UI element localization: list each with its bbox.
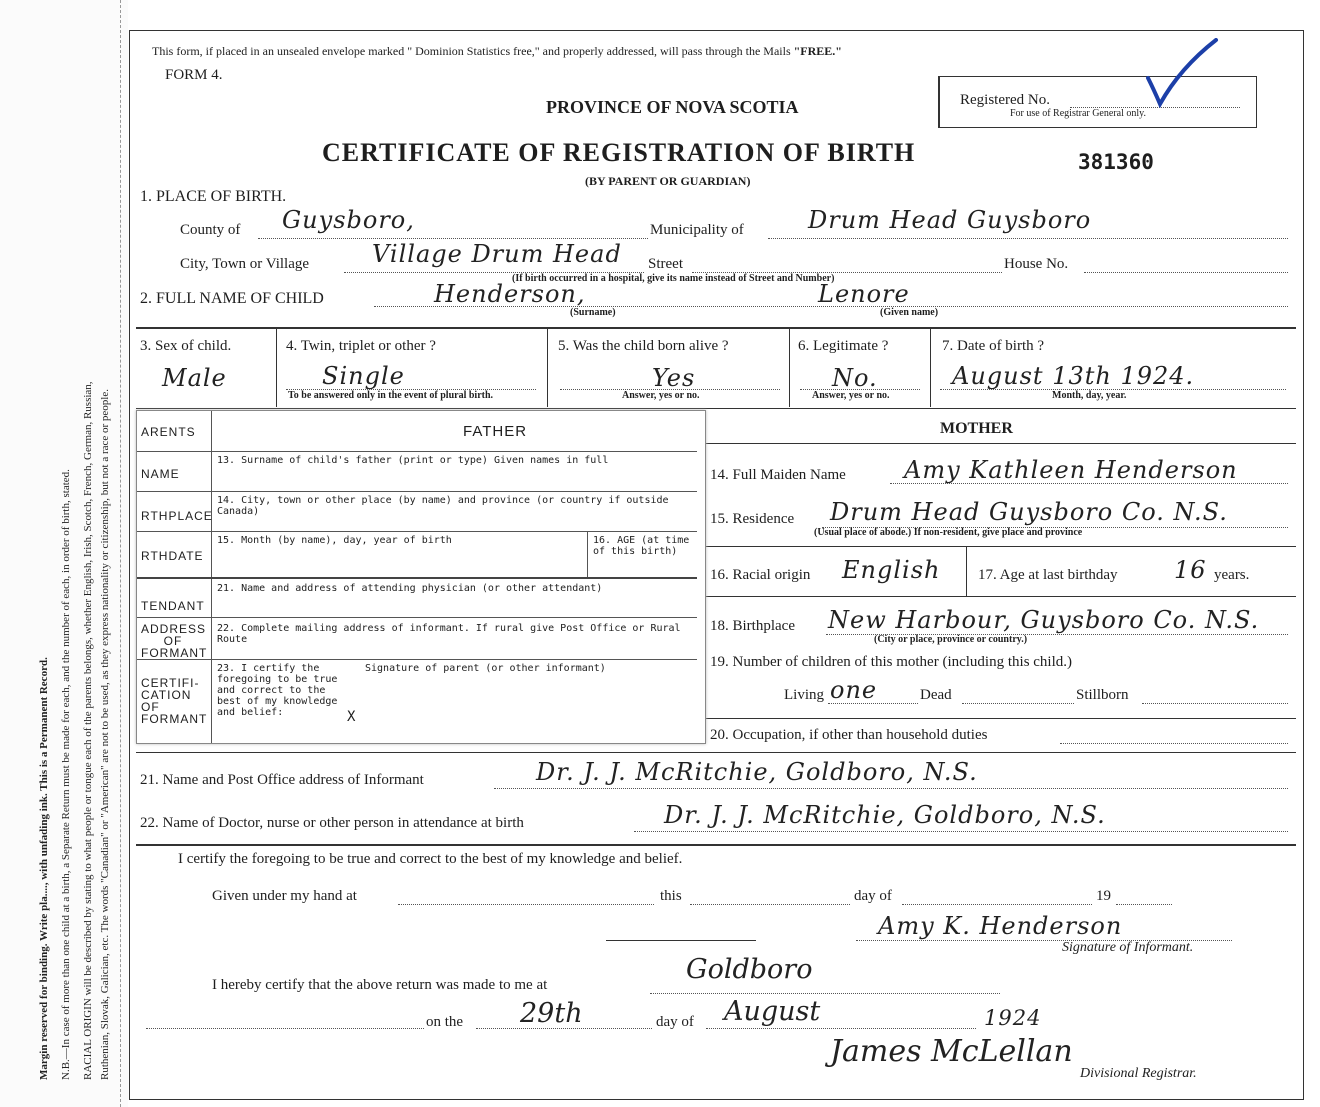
twin-label: 4. Twin, triplet or other ? xyxy=(286,338,436,354)
margin-note-3: RACIAL ORIGIN will be described by stating to what people or tongue each of the parents belongs, whether English, Irish, Scotch, French, German, Russian, xyxy=(82,381,94,1080)
given-under-label: Given under my hand at xyxy=(212,888,357,904)
informant-signature: Amy K. Henderson xyxy=(878,912,1123,940)
informant-label: 21. Name and Post Office address of Informant xyxy=(140,772,424,788)
date-of-birth-note: Month, day, year. xyxy=(1052,390,1127,401)
this-label: this xyxy=(660,888,682,904)
binding-margin xyxy=(0,0,128,1107)
street-label: Street xyxy=(648,256,683,272)
margin-note-2: N.B.—In case of more than one child at a birth, a Separate Return must be made for each, and the number of each, in order of birth, stated. xyxy=(60,469,72,1080)
binding-line xyxy=(120,0,121,1107)
informant-signature-caption: Signature of Informant. xyxy=(1062,940,1194,955)
maiden-name-value: Amy Kathleen Henderson xyxy=(904,456,1238,484)
living-value: one xyxy=(830,676,878,704)
city-value: Village Drum Head xyxy=(372,240,622,268)
children-count-label: 19. Number of children of this mother (including this child.) xyxy=(710,654,1073,670)
mother-birthplace-label: 18. Birthplace xyxy=(710,618,795,634)
father-birthplace-field: 14. City, town or other place (by name) and province (or country if outside Canada) xyxy=(217,495,669,517)
dead-label: Dead xyxy=(920,687,952,703)
residence-note: (Usual place of abode.) If non-resident, give place and province xyxy=(814,527,1083,538)
certification-label: CERTIFI- CATION OF FORMANT xyxy=(141,676,208,726)
age-unit: years. xyxy=(1214,567,1250,583)
occupation-label: 20. Occupation, if other than household duties xyxy=(710,727,988,743)
municipality-value: Drum Head Guysboro xyxy=(808,206,1092,234)
day-of-registration-label: day of xyxy=(656,1014,694,1030)
father-birthdate-label: RTHDATE xyxy=(141,549,204,563)
legitimate-value: No. xyxy=(832,364,878,392)
sex-value: Male xyxy=(162,364,227,392)
place-of-birth-heading: 1. PLACE OF BIRTH. xyxy=(140,188,287,205)
residence-value: Drum Head Guysboro Co. N.S. xyxy=(830,498,1228,526)
date-of-birth-value: August 13th 1924. xyxy=(952,362,1195,390)
day-of-label: day of xyxy=(854,888,892,904)
informant-address-field: 22. Complete mailing address of informant. If rural give Post Office or Rural Route xyxy=(217,623,681,645)
maiden-name-label: 14. Full Maiden Name xyxy=(710,467,846,483)
twin-value: Single xyxy=(322,362,405,390)
house-number-label: House No. xyxy=(1004,256,1069,272)
attendant-field: 21. Name and address of attending physician (or other attendant) xyxy=(217,583,603,594)
informant-value: Dr. J. J. McRitchie, Goldboro, N.S. xyxy=(536,758,978,786)
certificate-number: 381360 xyxy=(1078,150,1154,174)
racial-origin-label: 16. Racial origin xyxy=(710,567,811,583)
doctor-label: 22. Name of Doctor, nurse or other person in attendance at birth xyxy=(140,815,524,831)
parents-column-label: ARENTS xyxy=(141,425,196,439)
registrar-statement: I hereby certify that the above return was made to me at xyxy=(212,977,548,993)
certify-statement: I certify the foregoing to be true and correct to the best of my knowledge and belief. xyxy=(178,851,683,867)
child-surname: Henderson, xyxy=(434,280,586,308)
doctor-value: Dr. J. J. McRitchie, Goldboro, N.S. xyxy=(664,801,1106,829)
surname-caption: (Surname) xyxy=(570,307,616,318)
mail-notice: This form, if placed in an unsealed envelope marked " Dominion Statistics free," and properly addressed, will pass through the Mails "FREE." xyxy=(152,44,842,58)
legitimate-note: Answer, yes or no. xyxy=(812,390,890,401)
father-birthplace-label: RTHPLACE xyxy=(141,509,213,523)
hospital-note: (If birth occurred in a hospital, give its name instead of Street and Number) xyxy=(512,273,835,284)
registrar-signature: James McLellan xyxy=(830,1034,1073,1069)
racial-origin-value: English xyxy=(842,556,941,584)
registration-year: 1924 xyxy=(984,1006,1042,1030)
municipality-label: Municipality of xyxy=(650,222,744,238)
signature-x-mark: X xyxy=(347,709,356,725)
informant-address-label: ADDRESS OF FORMANT xyxy=(141,622,208,660)
born-alive-note: Answer, yes or no. xyxy=(622,390,700,401)
mother-heading: MOTHER xyxy=(940,420,1013,437)
registration-day: 29th xyxy=(520,998,583,1029)
parent-signature-label: Signature of parent (or other informant) xyxy=(365,663,606,674)
born-alive-value: Yes xyxy=(652,364,696,392)
father-heading: FATHER xyxy=(463,423,528,440)
registrar-place: Goldboro xyxy=(686,954,813,985)
age-label: 17. Age at last birthday xyxy=(978,567,1118,583)
page-title: CERTIFICATE OF REGISTRATION OF BIRTH xyxy=(322,138,916,167)
given-name-caption: (Given name) xyxy=(880,307,939,318)
father-name-field: 13. Surname of child's father (print or type) Given names in full xyxy=(217,455,609,466)
registrar-use-note: For use of Registrar General only. xyxy=(1010,108,1146,119)
county-value: Guysboro, xyxy=(282,206,415,234)
legitimate-label: 6. Legitimate ? xyxy=(798,338,889,354)
attendant-label: TENDANT xyxy=(141,599,205,613)
sex-label: 3. Sex of child. xyxy=(140,338,232,354)
registered-label: Registered No. xyxy=(960,92,1050,108)
form-number: FORM 4. xyxy=(165,67,223,83)
registrar-caption: Divisional Registrar. xyxy=(1080,1066,1197,1081)
born-alive-label: 5. Was the child born alive ? xyxy=(558,338,729,354)
father-card xyxy=(136,410,706,744)
father-age-field: 16. AGE (at time of this birth) xyxy=(593,535,690,557)
margin-note-4: Ruthenian, Slovak, Galician, etc. The words "Canadian" or "American" are not to be used, as they express nationality or citizenship, but not a race or people. xyxy=(99,389,111,1080)
living-label: Living xyxy=(784,687,824,703)
child-name-label: 2. FULL NAME OF CHILD xyxy=(140,290,324,307)
date-of-birth-label: 7. Date of birth ? xyxy=(942,338,1045,354)
mother-birthplace-note: (City or place, province or country.) xyxy=(874,634,1028,645)
on-the-label: on the xyxy=(426,1014,464,1030)
check-mark-icon xyxy=(1140,38,1220,108)
margin-note-1: Margin reserved for binding. Write pla...., with unfading ink. This is a Permanent Record. xyxy=(38,657,50,1080)
stillborn-label: Stillborn xyxy=(1076,687,1129,703)
child-given-name: Lenore xyxy=(818,280,910,308)
age-value: 16 xyxy=(1174,556,1207,584)
year-prefix: 19 xyxy=(1096,888,1111,904)
father-birthdate-field: 15. Month (by name), day, year of birth xyxy=(217,535,452,546)
province-title: PROVINCE OF NOVA SCOTIA xyxy=(546,97,799,117)
residence-label: 15. Residence xyxy=(710,511,795,527)
father-name-label: NAME xyxy=(141,467,180,481)
registration-month: August xyxy=(724,996,821,1027)
mother-birthplace-value: New Harbour, Guysboro Co. N.S. xyxy=(828,606,1260,634)
county-label: County of xyxy=(180,222,241,238)
twin-note: To be answered only in the event of plural birth. xyxy=(288,390,494,401)
page-subtitle: (BY PARENT OR GUARDIAN) xyxy=(585,174,751,188)
city-label: City, Town or Village xyxy=(180,256,310,272)
certification-statement: 23. I certify the foregoing to be true and correct to the best of my knowledge and belief: xyxy=(217,663,338,718)
